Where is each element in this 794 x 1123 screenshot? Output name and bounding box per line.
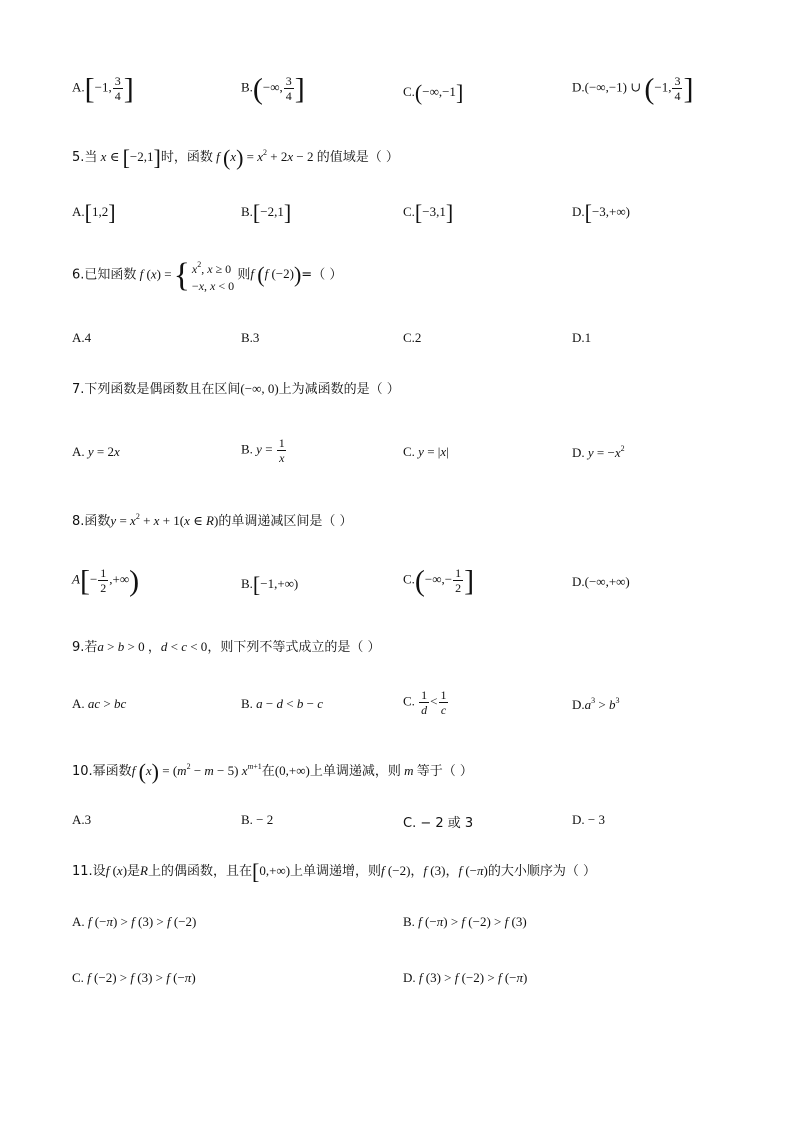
q9-option-d: $D.a^3 > b^3$ bbox=[572, 696, 620, 712]
q7-option-a: A. y = 2x bbox=[72, 444, 120, 459]
q11-option-a: A. f (−π) > f (3) > f (−2) bbox=[72, 914, 197, 929]
q5-option-d: D.[−3,+∞) bbox=[572, 200, 630, 225]
q4-option-d: D.(−∞,−1) ∪ (−1, $\frac{3}{4}$ ] bbox=[572, 72, 694, 106]
q8-option-b: B.[−1,+∞) bbox=[241, 572, 299, 597]
q8-option-d: D.(−∞,+∞) bbox=[572, 574, 630, 589]
question-9: 9.若a > b > 0 ，d < c < 0，则下列不等式成立的是（ ） bbox=[72, 639, 381, 655]
q6-option-a: A.4 bbox=[72, 330, 92, 345]
q6-option-b: B.3 bbox=[241, 330, 260, 345]
question-8: 8.函数$y = x^2 + x + 1(x$ ∈ R)的单调递减区间是（ ） bbox=[72, 512, 353, 529]
q7-option-c: C. y = |x| bbox=[403, 444, 449, 459]
q11-option-d: D. f (3) > f (−2) > f (−π) bbox=[403, 970, 528, 985]
q5-option-b: B.[−2,1] bbox=[241, 200, 292, 225]
q7-option-b: B. y = $\frac{1}{x}$ bbox=[241, 436, 285, 465]
q11-option-b: B. f (−π) > f (−2) > f (3) bbox=[403, 914, 527, 929]
q5-option-c: C.[−3,1] bbox=[403, 200, 454, 225]
q4-option-b: B.(−∞, $\frac{3}{4}$ ] bbox=[241, 72, 305, 106]
question-7: 7.下列函数是偶函数且在区间(−∞, 0)上为减函数的是（ ） bbox=[72, 381, 400, 397]
q10-option-a: A.3 bbox=[72, 812, 92, 827]
question-6: 6.已知函数 f (x) ={ $x^2$, x ≥ 0 −x, x < 0 则f (f (−2))=（ ） bbox=[72, 256, 343, 294]
q4-option-a: A.[−1, $\frac{3}{4}$ ] bbox=[72, 72, 134, 106]
question-11: 11.设f (x)是R上的偶函数，且在[0,+∞)上单调递增，则f (−2)，f (3)，f (−π)的大小顺序为（ ） bbox=[72, 859, 597, 884]
question-10: 10.幂函数f $(x) = (m^2 - m - 5)$ $x^{m+1}$在(0,+∞)上单调递减，则 m 等于（ ） bbox=[72, 759, 473, 784]
q9-option-a: A. ac > bc bbox=[72, 696, 127, 711]
q6-option-d: D.1 bbox=[572, 330, 592, 345]
q11-option-c: C. f (−2) > f (3) > f (−π) bbox=[72, 970, 196, 985]
q8-option-a: A[− $\frac{1}{2}$ ,+∞) bbox=[72, 564, 140, 598]
q10-option-b: B. − 2 bbox=[241, 812, 274, 827]
q6-option-c: C.2 bbox=[403, 330, 422, 345]
q10-option-c: C. − 2 或 3 bbox=[403, 816, 474, 831]
q9-option-b: B. a − d < b − c bbox=[241, 696, 323, 711]
q4-option-c: C.(−∞,−1] bbox=[403, 80, 464, 105]
q5-option-a: A.[1,2] bbox=[72, 200, 116, 225]
q10-option-d: D. − 3 bbox=[572, 812, 605, 827]
q9-option-c: C. $\frac{1}{d}$ < $\frac{1}{c}$ bbox=[403, 688, 447, 717]
q7-option-d: D. $y = -x^2$ bbox=[572, 444, 625, 460]
question-5: 5.当 x ∈ [−2,1]时，函数 f $(x) = x^2 + 2x - 2$ 的值域是（ ） bbox=[72, 145, 399, 170]
q8-option-c: C.(−∞,− $\frac{1}{2}$ ] bbox=[403, 564, 475, 598]
